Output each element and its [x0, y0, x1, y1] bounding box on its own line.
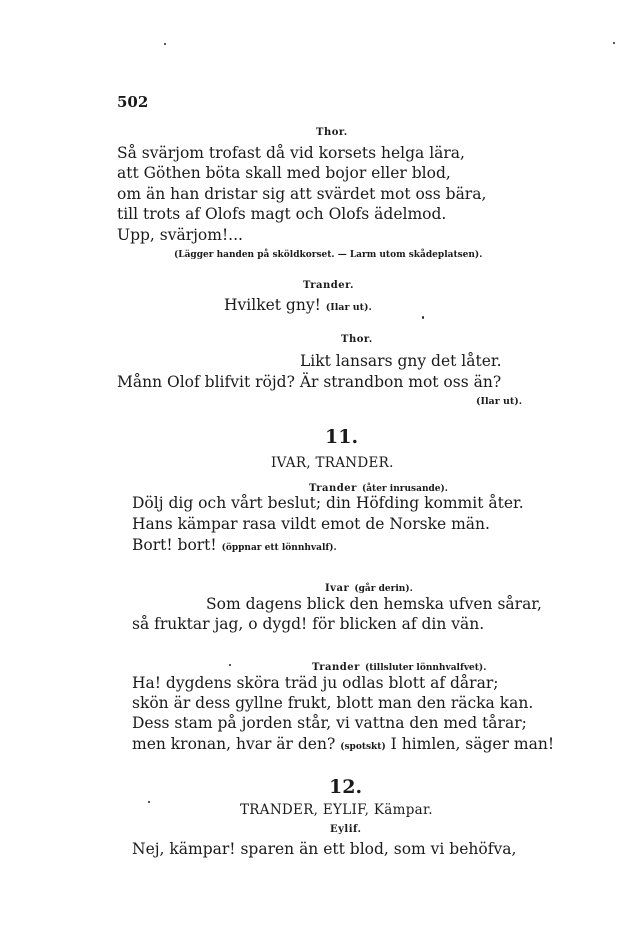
verse-line: I himlen, säger man! [390, 735, 555, 753]
print-speck [613, 42, 615, 44]
verse-line: Så svärjom trofast då vid korsets helga lära, [117, 144, 465, 162]
verse-line: Dölj dig och vårt beslut; din Höfding kommit åter. [132, 494, 524, 512]
speaker-eylif: Eylif. [330, 824, 362, 835]
scene-number: 11. [325, 426, 359, 448]
speaker-trander: Trander. [303, 280, 354, 291]
verse-line: Månn Olof blifvit röjd? Är strandbon mot oss än? [117, 373, 502, 391]
scene-cast: IVAR, TRANDER. [271, 455, 394, 471]
print-speck [422, 316, 424, 319]
verse-line: till trots af Olofs magt och Olofs ädelmod. [117, 205, 447, 223]
verse-line: Hvilket gny! [224, 296, 321, 314]
verse-line: Som dagens blick den hemska ufven sårar, [206, 595, 542, 613]
verse-line: men kronan, hvar är den? [132, 735, 336, 753]
verse-line: om än han dristar sig att svärdet mot oss bära, [117, 185, 487, 203]
print-speck [148, 801, 150, 803]
verse-line: Bort! bort! [132, 536, 217, 554]
verse-line: så fruktar jag, o dygd! för blicken af din vän. [132, 615, 485, 633]
scene-number: 12. [329, 776, 363, 798]
speaker-trander: Trander [309, 483, 357, 494]
speaker-thor: Thor. [341, 334, 373, 345]
speaker-ivar: Ivar [325, 583, 350, 594]
verse-line: Upp, svärjom!... [117, 226, 243, 244]
speaker-trander: Trander [312, 662, 360, 673]
verse-line: Dess stam på jorden står, vi vattna den med tårar; [132, 714, 527, 732]
page-number: 502 [117, 93, 149, 111]
stage-direction: (tillsluter lönnhvalfvet). [364, 663, 487, 673]
verse-line: att Göthen böta skall med bojor eller blod, [117, 164, 451, 182]
stage-direction: (spotskt) [340, 742, 386, 752]
stage-direction: (Ilar ut). [476, 396, 523, 407]
verse-line: Ha! dygdens sköra träd ju odlas blott af dårar; [132, 674, 499, 692]
verse-line: skön är dess gyllne frukt, blott man den räcka kan. [132, 694, 534, 712]
stage-direction: (öppnar ett lönnhvalf). [221, 543, 337, 553]
stage-direction: (Lägger handen på sköldkorset. — Larm utom skådeplatsen). [174, 250, 483, 260]
verse-line: Hans kämpar rasa vildt emot de Norske män. [132, 515, 490, 533]
print-speck [164, 43, 166, 45]
verse-line: Nej, kämpar! sparen än ett blod, som vi behöfva, [132, 840, 517, 858]
stage-direction: (åter inrusande). [361, 484, 448, 494]
stage-direction: (Ilar ut). [325, 302, 372, 313]
scene-cast: TRANDER, EYLIF, Kämpar. [240, 802, 433, 818]
print-speck [229, 664, 231, 666]
speaker-thor: Thor. [316, 127, 348, 138]
stage-direction: (går derin). [354, 584, 413, 594]
verse-line: Likt lansars gny det låter. [300, 352, 502, 370]
